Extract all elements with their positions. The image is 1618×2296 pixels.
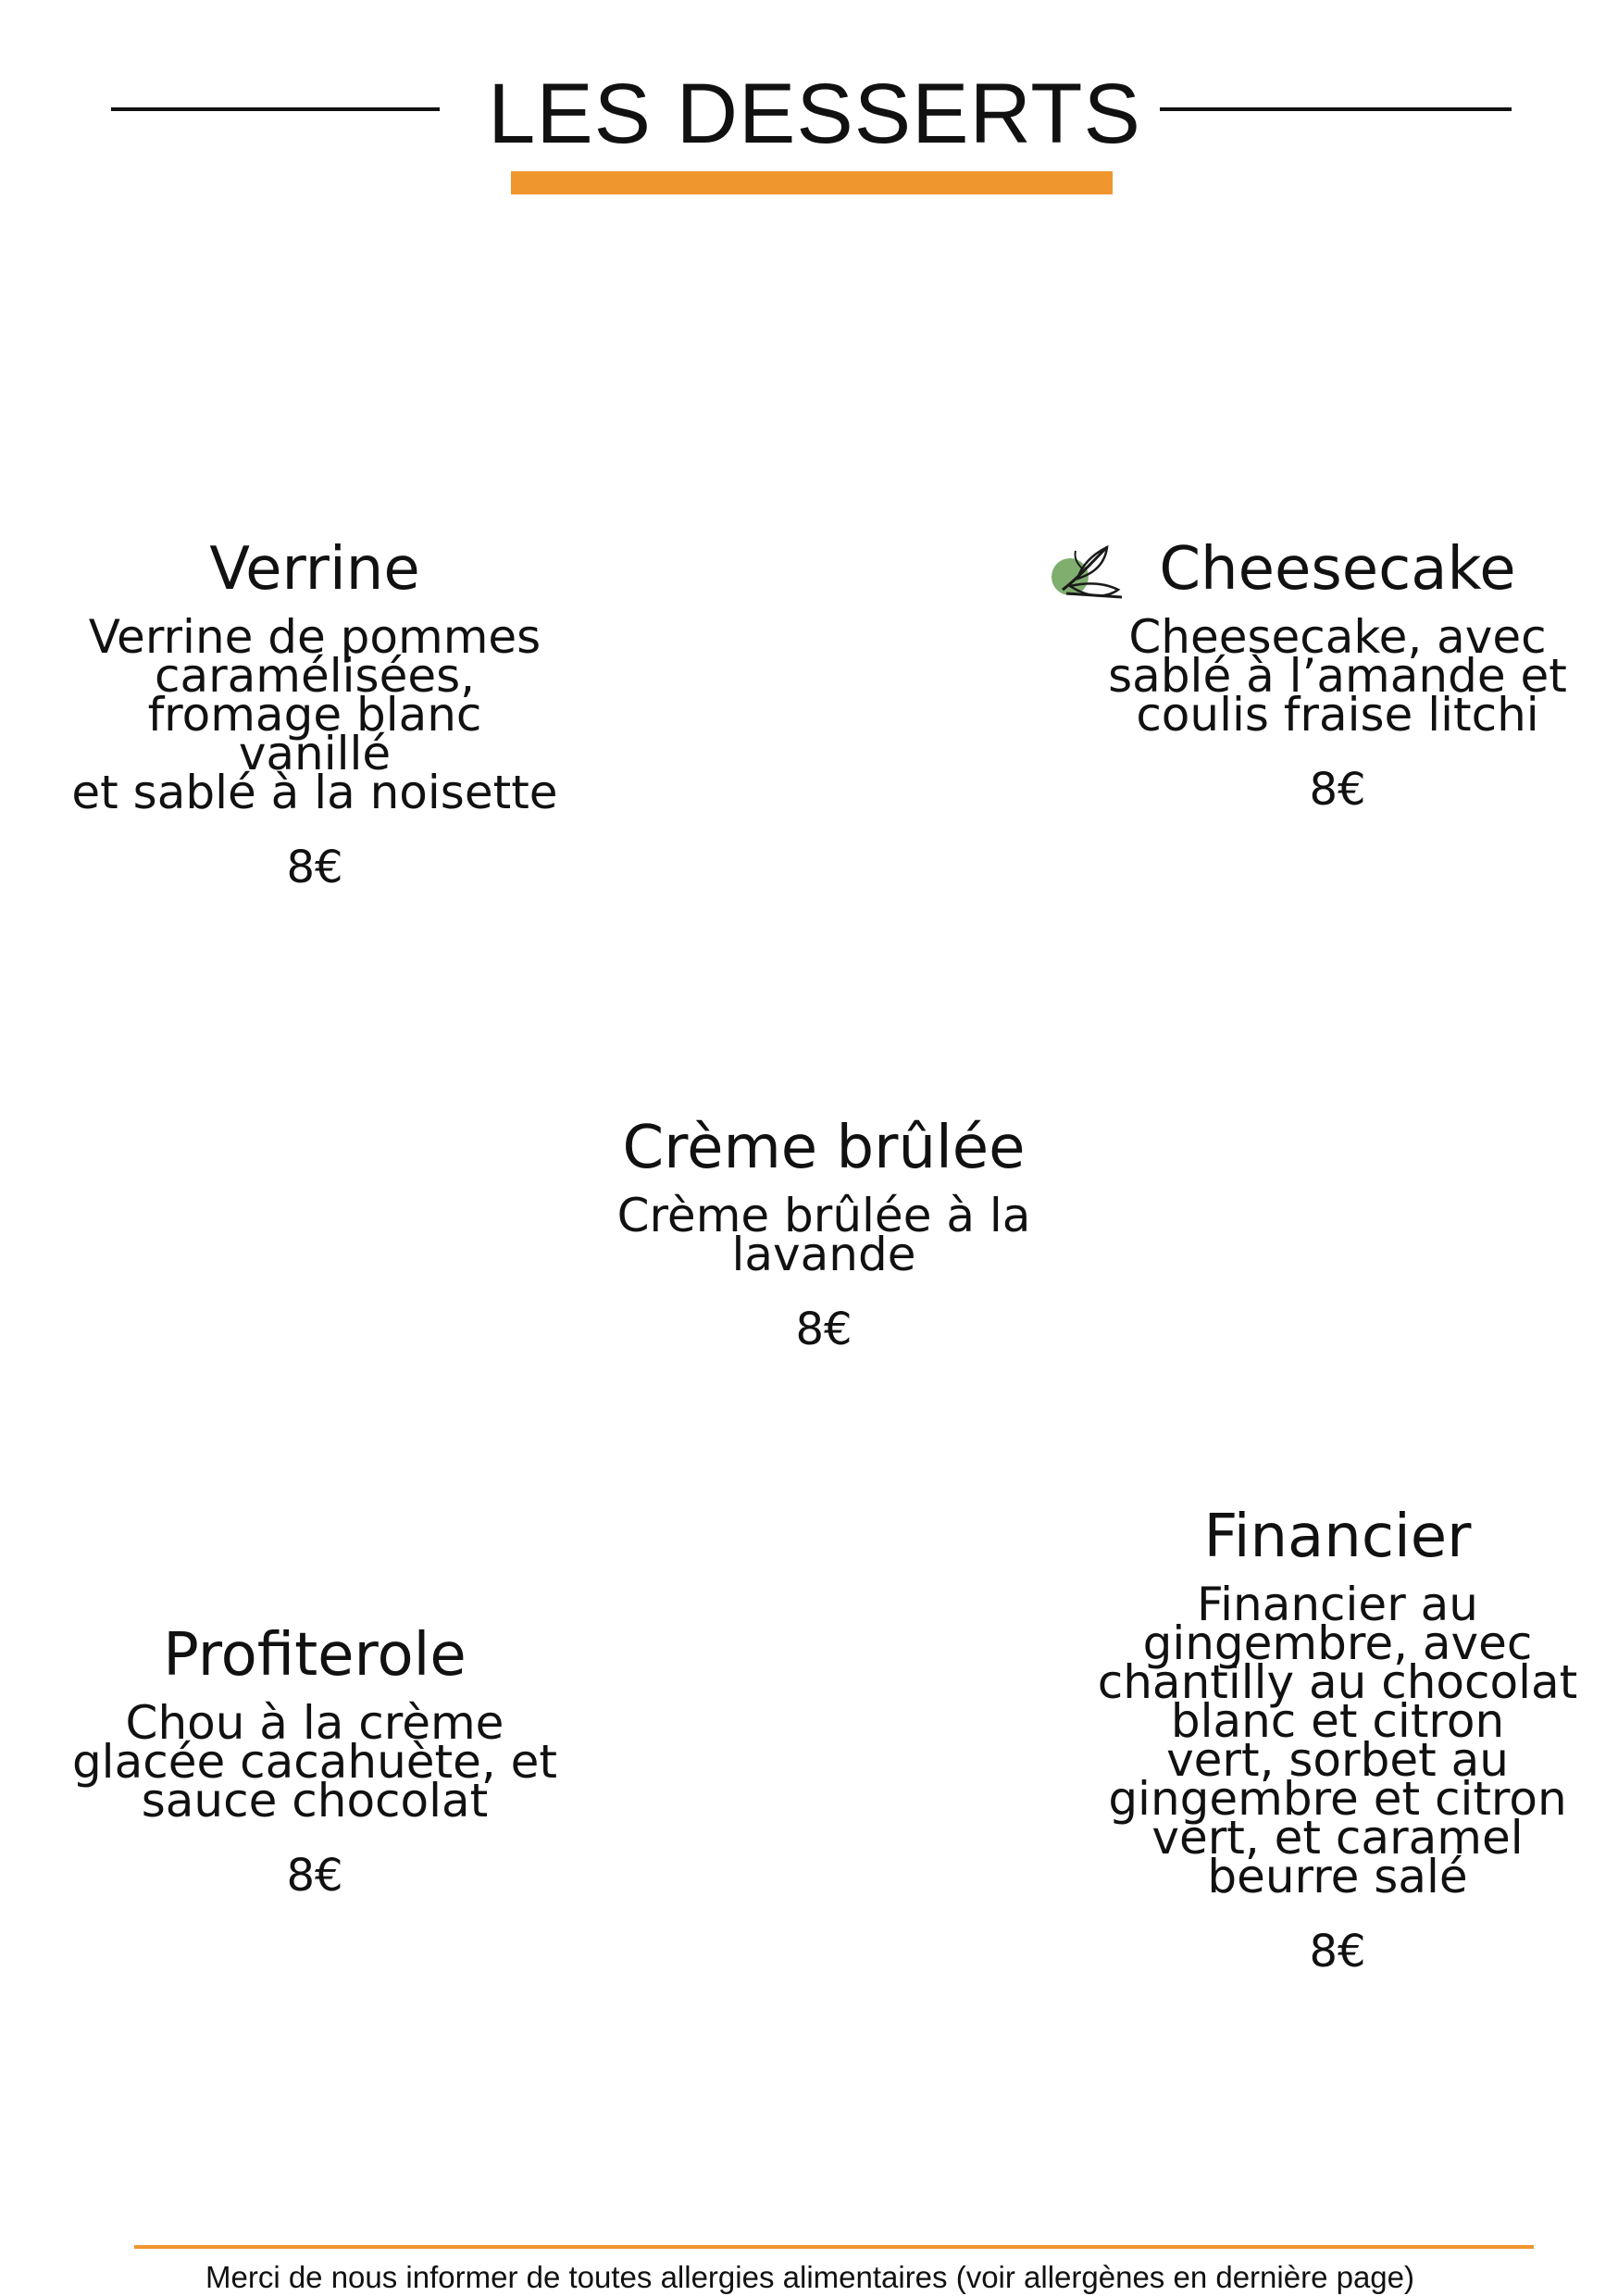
description-line: Verrine de pommes xyxy=(88,610,541,664)
dish-price: 8€ xyxy=(286,1850,343,1902)
vegetarian-leaf-icon xyxy=(1050,542,1126,605)
description-line: Cheesecake, avec xyxy=(1128,610,1547,664)
header-rule-left xyxy=(111,107,440,111)
dish-price: 8€ xyxy=(795,1304,853,1355)
dish-price: 8€ xyxy=(1309,764,1366,816)
title-accent-bar xyxy=(511,171,1113,194)
description-line: coulis fraise litchi xyxy=(1136,688,1539,742)
dish-financier xyxy=(1083,1500,1592,1979)
description-line: Crème brûlée à la xyxy=(616,1189,1031,1242)
dish-verrine xyxy=(56,532,574,895)
description-line: et sablé à la noisette xyxy=(71,766,558,819)
dish-price: 8€ xyxy=(1309,1926,1366,1978)
description-line: vert, et caramel xyxy=(1151,1811,1524,1865)
dish-name: Financier xyxy=(1203,1503,1472,1571)
dish-creme-brulee xyxy=(565,1111,1083,1357)
dish-name: Verrine xyxy=(209,535,420,604)
dish-description xyxy=(1083,1578,1592,1903)
dish-profiterole xyxy=(56,1618,574,1903)
dish-name: Cheesecake xyxy=(1159,535,1516,604)
description-line: Financier au xyxy=(1197,1578,1478,1631)
dish-description xyxy=(56,1696,574,1828)
dish-description xyxy=(565,1189,1083,1281)
description-line: glacée cacahuète, et xyxy=(71,1735,558,1789)
description-line: lavande xyxy=(731,1228,916,1281)
dish-description xyxy=(56,610,574,819)
header-rule-right xyxy=(1160,107,1512,111)
description-line: gingembre et citron xyxy=(1108,1772,1567,1826)
dish-price: 8€ xyxy=(286,842,343,893)
description-line: Chou à la crème xyxy=(125,1696,504,1750)
dish-name: Profiterole xyxy=(163,1621,467,1690)
description-line: chantilly au chocolat xyxy=(1097,1655,1578,1709)
description-line: sauce chocolat xyxy=(141,1774,489,1828)
page-title: LES DESSERTS xyxy=(488,67,1141,161)
dish-cheesecake xyxy=(1083,532,1592,817)
description-line: caramélisées, xyxy=(154,649,476,703)
description-line: vert, sorbet au xyxy=(1166,1733,1509,1787)
description-line: beurre salé xyxy=(1207,1850,1468,1903)
description-line: sablé à l’amande et xyxy=(1108,649,1567,703)
footer-accent-rule xyxy=(134,2245,1534,2249)
allergy-note: Merci de nous informer de toutes allergies alimentaires (voir allergènes en dernière page) xyxy=(205,2260,1414,2294)
description-line: vanillé xyxy=(238,727,392,780)
description-line: gingembre, avec xyxy=(1142,1616,1533,1670)
dish-description xyxy=(1083,610,1592,742)
dish-name: Crème brûlée xyxy=(622,1114,1026,1182)
dish-name-row xyxy=(1159,532,1515,606)
description-line: fromage blanc xyxy=(147,688,482,742)
description-line: blanc et citron xyxy=(1170,1694,1505,1748)
